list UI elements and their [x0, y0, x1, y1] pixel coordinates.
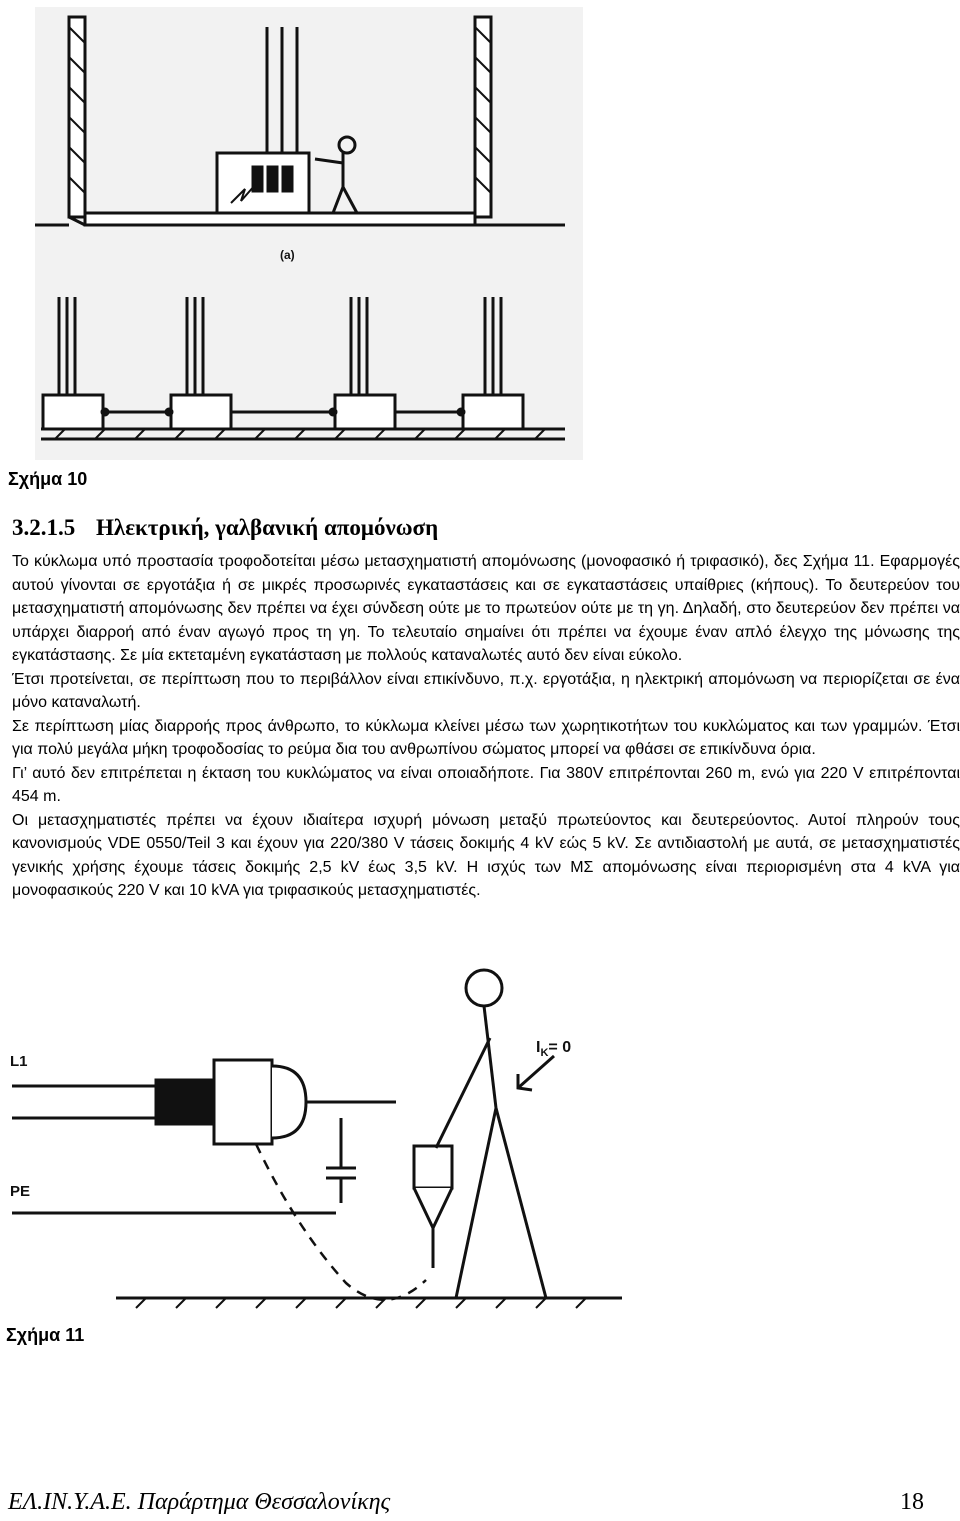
figure-11-caption: Σχήμα 11 — [6, 1325, 85, 1345]
paragraph: Το κύκλωμα υπό προστασία τροφοδοτείται μέσω μετασχηματιστή απομόνωσης (μονοφασικό ή τριφασικό), δες Σχήμα 11. Εφαρμογές αυτού γίνονται σε εργοτάξια ή σε μικρές προσωρινές εγκαταστάσεις και σε εγκαταστάσεις υπαίθριες (κήπους). Το δευτερεύον του μετασχηματιστή απομόνωσης δεν πρέπει να έχει σύνδεση ούτε με το πρωτεύον ούτε με τη γη. Δηλαδή, στο δευτερεύον δεν πρέπει να υπάρχει διαρροή από έναν αγωγό προς τη γη. Το τελευταίο σημαίνει ότι πρέπει να έχουμε έναν απλό έλεγχο της μόνωσης της εγκατάστασης. Σε μία εκτεταμένη εγκατάσταση με πολλούς καταναλωτές αυτό δεν είναι εύκολο. — [12, 553, 960, 664]
paragraph: Γι’ αυτό δεν επιτρέπεται η έκταση του κυκλώματος να είναι οποιαδήποτε. Για 380V επιτρέπονται 260 m, ενώ για 220 V επιτρέπονται 454 m. — [12, 764, 960, 805]
section-heading — [12, 515, 438, 541]
figure-10-image — [35, 7, 583, 460]
footer-page-number: 18 — [900, 1489, 924, 1515]
figure-11-label-l1: L1 — [10, 1053, 28, 1070]
figure-10-label-a: (a) — [280, 248, 295, 262]
paragraph: Έτσι προτείνεται, σε περίπτωση που το περιβάλλον είναι επικίνδυνο, π.χ. εργοτάξια, η ηλεκτρική απομόνωση να περιορίζεται σε ένα μόνο καταναλωτή. — [12, 670, 960, 711]
figure-11-image — [6, 968, 622, 1324]
body-text — [12, 550, 960, 903]
paragraph: Σε περίπτωση μίας διαρροής προς άνθρωπο, το κύκλωμα κλείνει μέσω των χωρητικοτήτων του κυκλώματος και των γραμμών. Έτσι για πολύ μεγάλα μήκη τροφοδοσίας το ρεύμα δια του ανθρωπίνου σώματος μπορεί να φθάσει σε επικίνδυνα όρια. — [12, 717, 960, 758]
footer-institution: ΕΛ.ΙΝ.Υ.Α.Ε. Παράρτημα Θεσσαλονίκης — [8, 1489, 391, 1515]
figure-11-label-pe: PE — [10, 1183, 31, 1200]
paragraph: Οι μετασχηματιστές πρέπει να έχουν ιδιαίτερα ισχυρή μόνωση μεταξύ πρωτεύοντος και δευτερεύοντος. Αυτοί πληρούν τους κανονισμούς VDE 0550/Teil 3 και έχουν για 220/380 V τάσεις δοκιμής 4 kV εώς 5 kV. Σε αντιδιαστολή με αυτά, σε μετασχηματιστές γενικής χρήσης έχουμε τάσεις δοκιμής 2,5 kV έως 3,5 kV. Η ισχύς των ΜΣ απομόνωσης είναι περιορισμένη στα 4 kVA για μονοφασικούς 220 V και 10 kVA για τριφασικούς μετασχηματιστές. — [12, 811, 960, 899]
section-number: 3.2.1.5 — [12, 515, 76, 540]
section-title: Ηλεκτρική, γαλβανική απομόνωση — [96, 515, 439, 540]
figure-10-caption: Σχήμα 10 — [8, 469, 88, 489]
figure-11-label-ik: $I_K= 0$ — [536, 1039, 572, 1059]
